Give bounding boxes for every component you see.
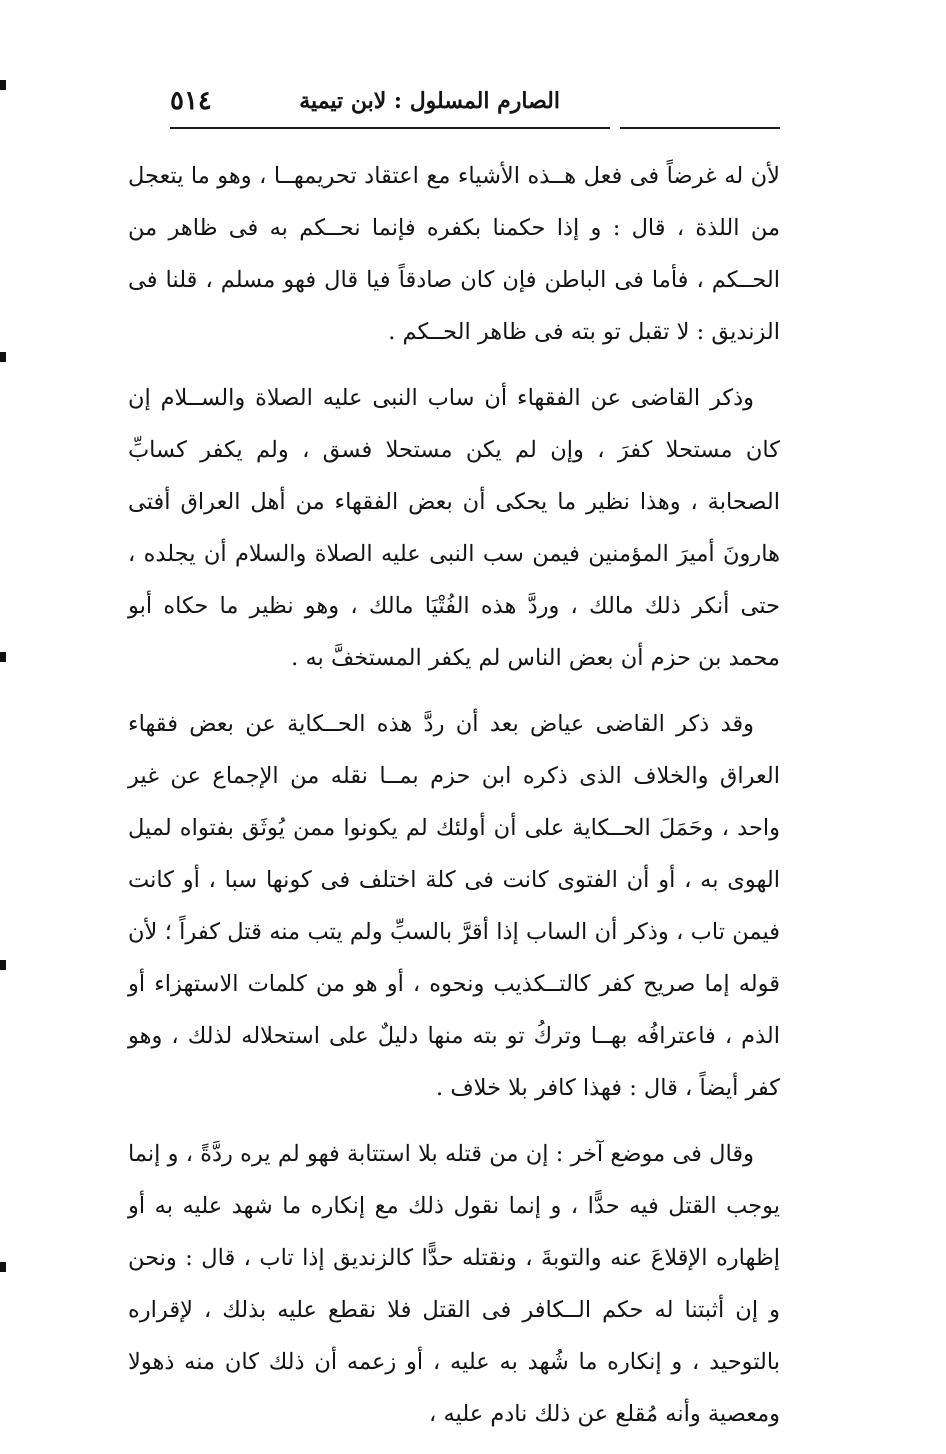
main-text — [128, 150, 780, 1454]
binding-mark — [0, 652, 6, 662]
page-number: ٥١٤ — [170, 86, 212, 116]
paragraph-4: وقال فى موضع آخر : إن من قتله بلا استتابة فهو لم يره ردَّةً ، و إنما يوجب القتل فيه حدًّا ، و إنما نقول ذلك مع إنكاره ما شهد عليه به أو إظهاره الإقلاعَ عنه والتوبةَ ، ونقتله حدًّا كالزنديق إذا تاب ، قال : ونحن و إن أثبتنا له حكم الــكافر فى القتل فلا نقطع عليه بذلك ، لإقراره بالتوحيد ، و إنكاره ما شُهد به عليه ، أو زعمه أن ذلك كان منه ذهولا ومعصية وأنه مُقلع عن ذلك نادم عليه ، — [128, 1141, 780, 1427]
binding-mark — [0, 1262, 6, 1272]
running-title: الصارم المسلول : لابن تيمية — [299, 88, 560, 114]
binding-mark — [0, 352, 6, 362]
binding-mark — [0, 960, 6, 970]
paragraph-2: وذكر القاضى عن الفقهاء أن ساب النبى عليه الصلاة والســلام إن كان مستحلا كفرَ ، وإن لم يكن مستحلا فسق ، ولم يكفر كسابِّ الصحابة ، وهذا نظير ما يحكى أن بعض الفقهاء من أهل العراق أفتى هارونَ أميرَ المؤمنين فيمن سب النبى عليه الصلاة والسلام أن يجلده ، حتى أنكر ذلك مالك ، وردَّ هذه الفُتْيَا مالك ، وهو نظير ما حكاه أبو محمد بن حزم أن بعض الناس لم يكفر المستخفَّ به . — [128, 385, 780, 671]
header-rule-left — [170, 127, 610, 129]
paragraph-1: لأن له غرضاً فى فعل هــذه الأشياء مع اعتقاد تحريمهــا ، وهو ما يتعجل من اللذة ، قال : و إذا حكمنا بكفره فإنما نحــكم به فى ظاهر من الحــكم ، فأما فى الباطن فإن كان صادقاً فيا قال فهو مسلم ، قلنا فى الزنديق : لا تقبل تو بته فى ظاهر الحــكم . — [128, 163, 780, 345]
header-rule-right — [620, 127, 780, 129]
paragraph-3: وقد ذكر القاضى عياض بعد أن ردَّ هذه الحــكاية عن بعض فقهاء العراق والخلاف الذى ذكره ابن حزم بمــا نقله من الإجماع عن غير واحد ، وحَمَلَ الحــكاية على أن أولئك لم يكونوا ممن يُوثَق بفتواه لميل الهوى به ، أو أن الفتوى كانت فى كلة اختلف فى كونها سبا ، أو كانت فيمن تاب ، وذكر أن الساب إذا أقرَّ بالسبِّ ولم يتب منه قتل كفراً ؛ لأن قوله إما صريح كفر كالتــكذيب ونحوه ، أو هو من كلمات الاستهزاء أو الذم ، فاعترافُه بهــا وتركُ تو بته منها دليلٌ على استحلاله لذلك ، وهو كفر أيضاً ، قال : فهذا كافر بلا خلاف . — [128, 711, 780, 1101]
binding-mark — [0, 80, 6, 90]
page-header — [170, 80, 780, 120]
